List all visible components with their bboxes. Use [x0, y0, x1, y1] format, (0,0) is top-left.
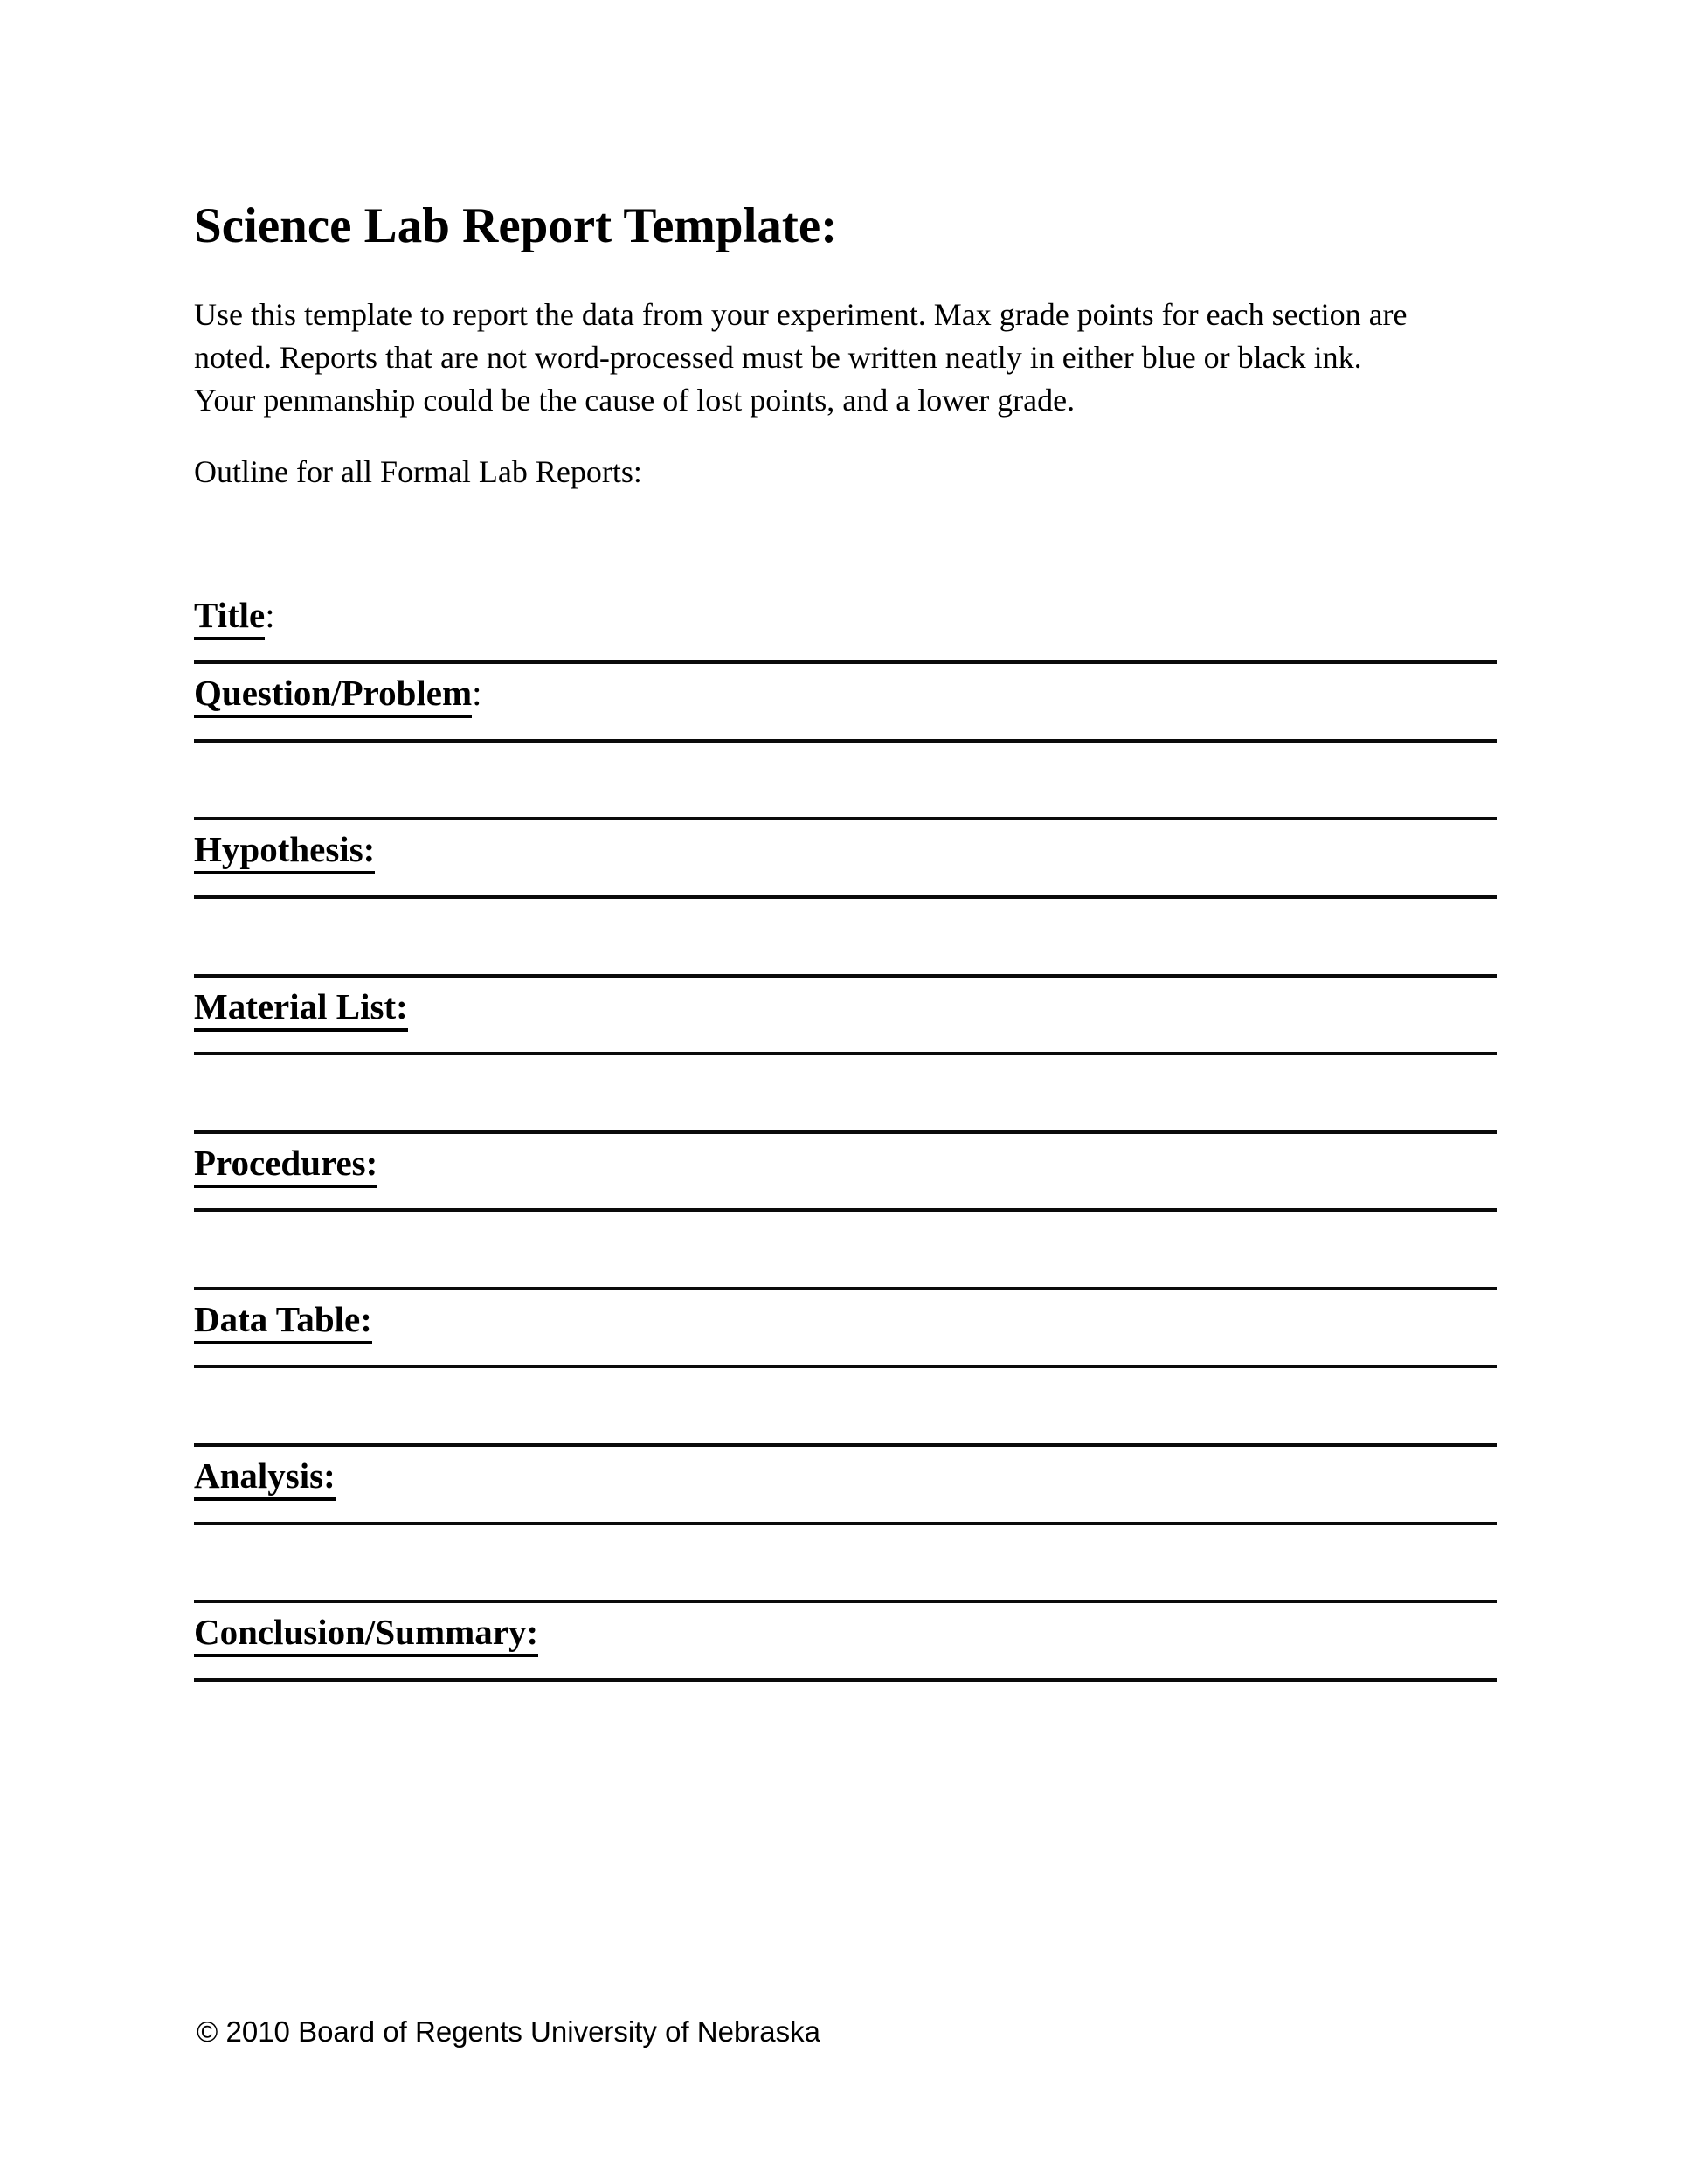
writing-line-row [194, 743, 1497, 821]
intro-paragraph [194, 294, 1497, 422]
writing-line-row [194, 1368, 1497, 1447]
section-heading-label: Procedures: [194, 1143, 377, 1188]
section-row [194, 1603, 1497, 1682]
section-heading-label: Conclusion/Summary: [194, 1612, 538, 1657]
section-heading-label: Title [194, 595, 265, 640]
section-row [194, 664, 1497, 743]
section-heading-label: Analysis: [194, 1455, 336, 1501]
page-title: Science Lab Report Template: [194, 198, 838, 253]
section-row [194, 978, 1497, 1056]
section-row [194, 1290, 1497, 1369]
section-heading-label: Hypothesis: [194, 829, 375, 874]
section-heading [194, 1455, 336, 1501]
section-heading [194, 1143, 377, 1188]
section-heading [194, 673, 482, 718]
writing-line-row [194, 1055, 1497, 1134]
intro-line: noted. Reports that are not word-processed must be written neatly in either blue or black ink. [194, 339, 1362, 375]
section-heading-colon: : [265, 594, 275, 635]
section-row [194, 1134, 1497, 1213]
section-heading [194, 829, 375, 874]
document-content [194, 0, 1497, 1682]
intro-line: Use this template to report the data from your experiment. Max grade points for each section are [194, 296, 1408, 332]
writing-line-row [194, 899, 1497, 978]
section-heading [194, 1612, 538, 1657]
copyright-footer: © 2010 Board of Regents University of Nebraska [197, 2015, 821, 2048]
lab-report-form [194, 586, 1497, 1682]
section-heading [194, 1299, 372, 1344]
intro-line: Your penmanship could be the cause of lost points, and a lower grade. [194, 382, 1076, 418]
section-row [194, 1447, 1497, 1525]
section-heading [194, 595, 275, 640]
section-row [194, 586, 1497, 665]
section-heading-colon: : [472, 673, 482, 714]
outline-label: Outline for all Formal Lab Reports: [194, 453, 642, 489]
section-row [194, 820, 1497, 899]
section-heading-label: Question/Problem [194, 673, 472, 718]
writing-line-row [194, 1212, 1497, 1290]
section-heading-label: Data Table: [194, 1299, 372, 1344]
section-heading-label: Material List: [194, 986, 408, 1032]
writing-line-row [194, 1525, 1497, 1604]
section-heading [194, 986, 408, 1032]
